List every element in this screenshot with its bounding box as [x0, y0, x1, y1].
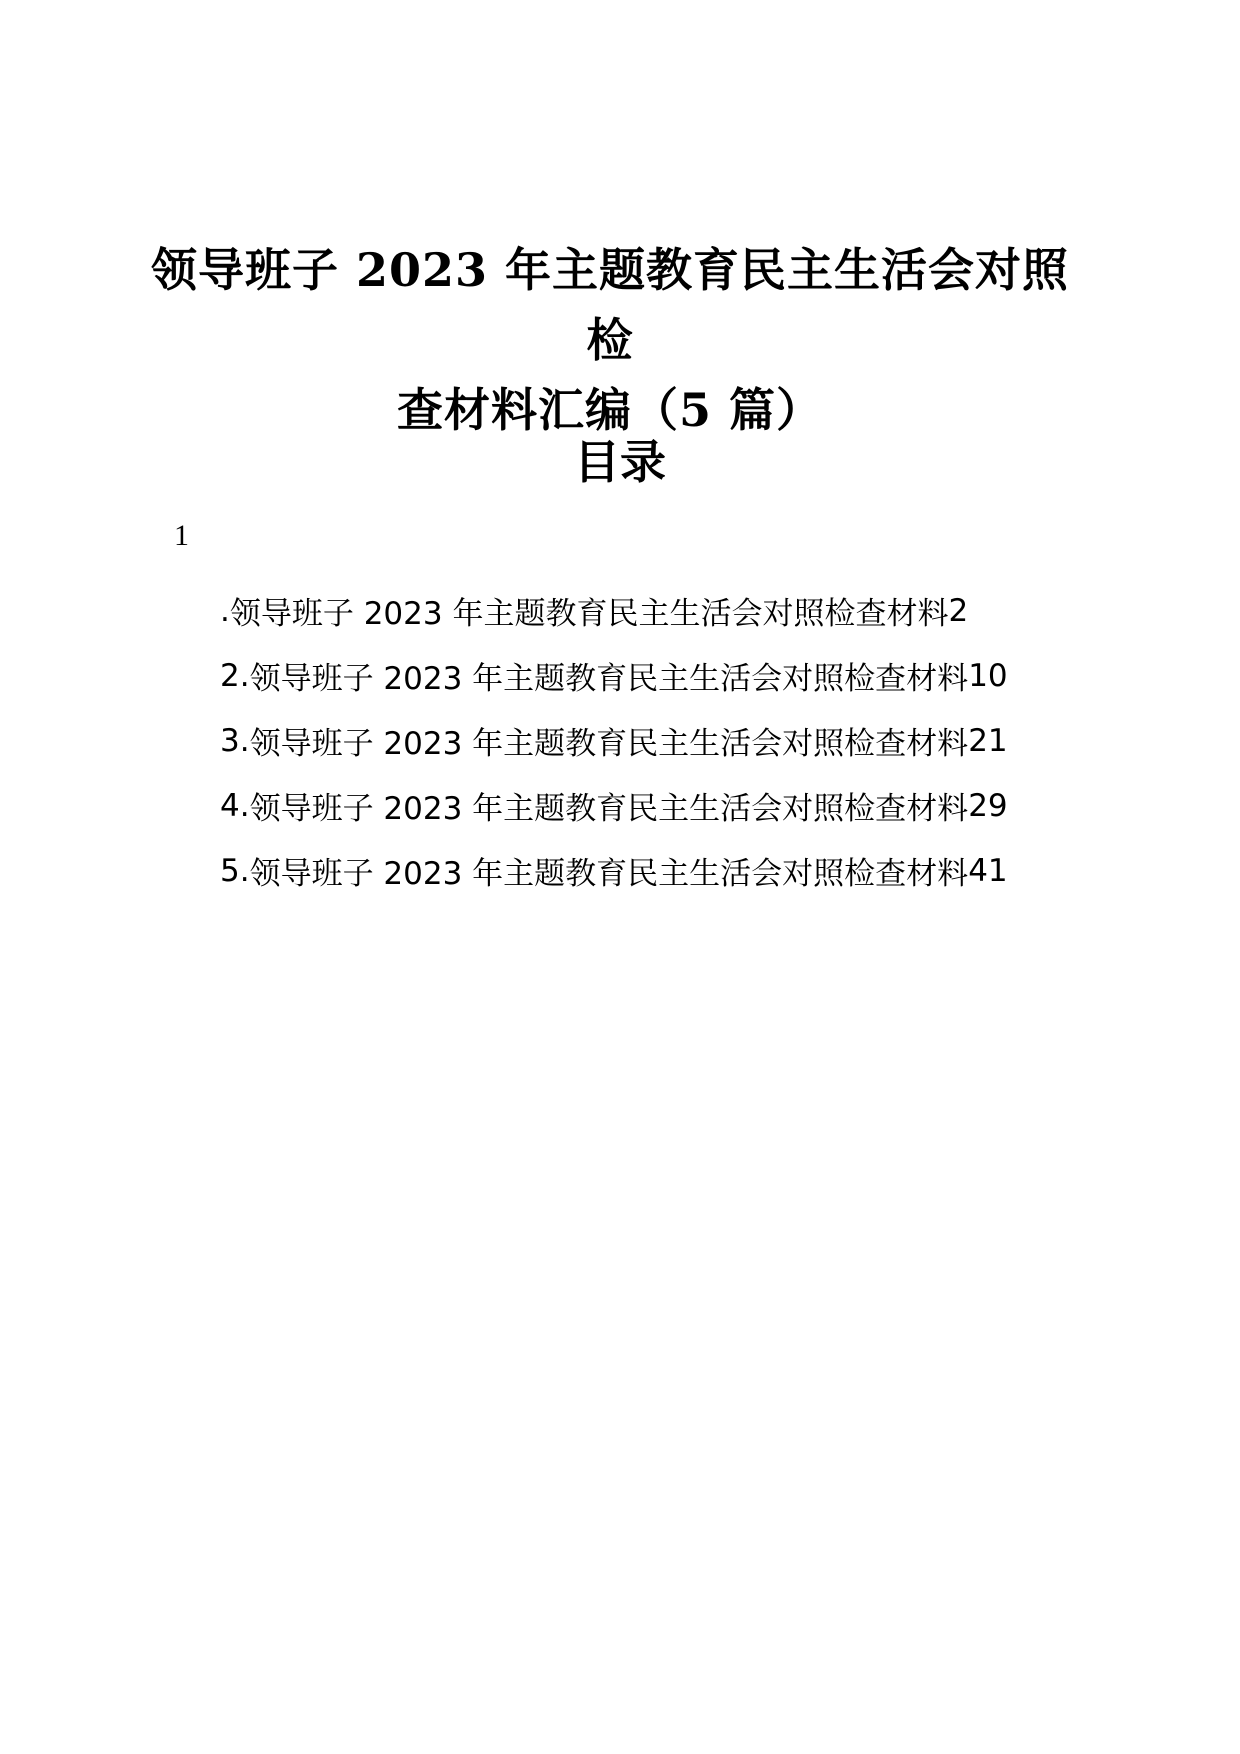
table-of-contents — [220, 578, 1070, 903]
toc-entry-title: 领导班子 2023 年主题教育民主生活会对照检查材料 — [249, 791, 969, 827]
document-title — [150, 235, 1070, 445]
document-title-line-2: 查材料汇编（5 篇） — [396, 383, 824, 437]
toc-entry-prefix: 4. — [220, 787, 250, 824]
toc-entry-2[interactable] — [220, 643, 1070, 708]
toc-entry-page: 41 — [968, 852, 1008, 889]
toc-heading: 目录 — [574, 435, 666, 489]
toc-entry-title: 领导班子 2023 年主题教育民主生活会对照检查材料 — [229, 596, 949, 632]
toc-entry-prefix: . — [220, 592, 230, 629]
document-title-line-1: 领导班子 2023 年主题教育民主生活会对照检 — [150, 243, 1070, 367]
toc-entry-prefix: 3. — [220, 722, 250, 759]
toc-entry-page: 2 — [948, 592, 969, 629]
toc-number-fragment: 1 — [174, 519, 189, 552]
toc-entry-page: 29 — [968, 787, 1008, 824]
toc-entry-1[interactable] — [220, 578, 1070, 643]
toc-entry-title: 领导班子 2023 年主题教育民主生活会对照检查材料 — [249, 856, 969, 892]
toc-entry-page: 10 — [968, 657, 1008, 694]
toc-entry-prefix: 2. — [220, 657, 250, 694]
toc-entry-title: 领导班子 2023 年主题教育民主生活会对照检查材料 — [249, 726, 969, 762]
toc-entry-title: 领导班子 2023 年主题教育民主生活会对照检查材料 — [249, 661, 969, 697]
toc-entry-3[interactable] — [220, 708, 1070, 773]
toc-entry-5[interactable] — [220, 838, 1070, 903]
toc-entry-4[interactable] — [220, 773, 1070, 838]
toc-entry-page: 21 — [968, 722, 1008, 759]
toc-entry-prefix: 5. — [220, 852, 250, 889]
